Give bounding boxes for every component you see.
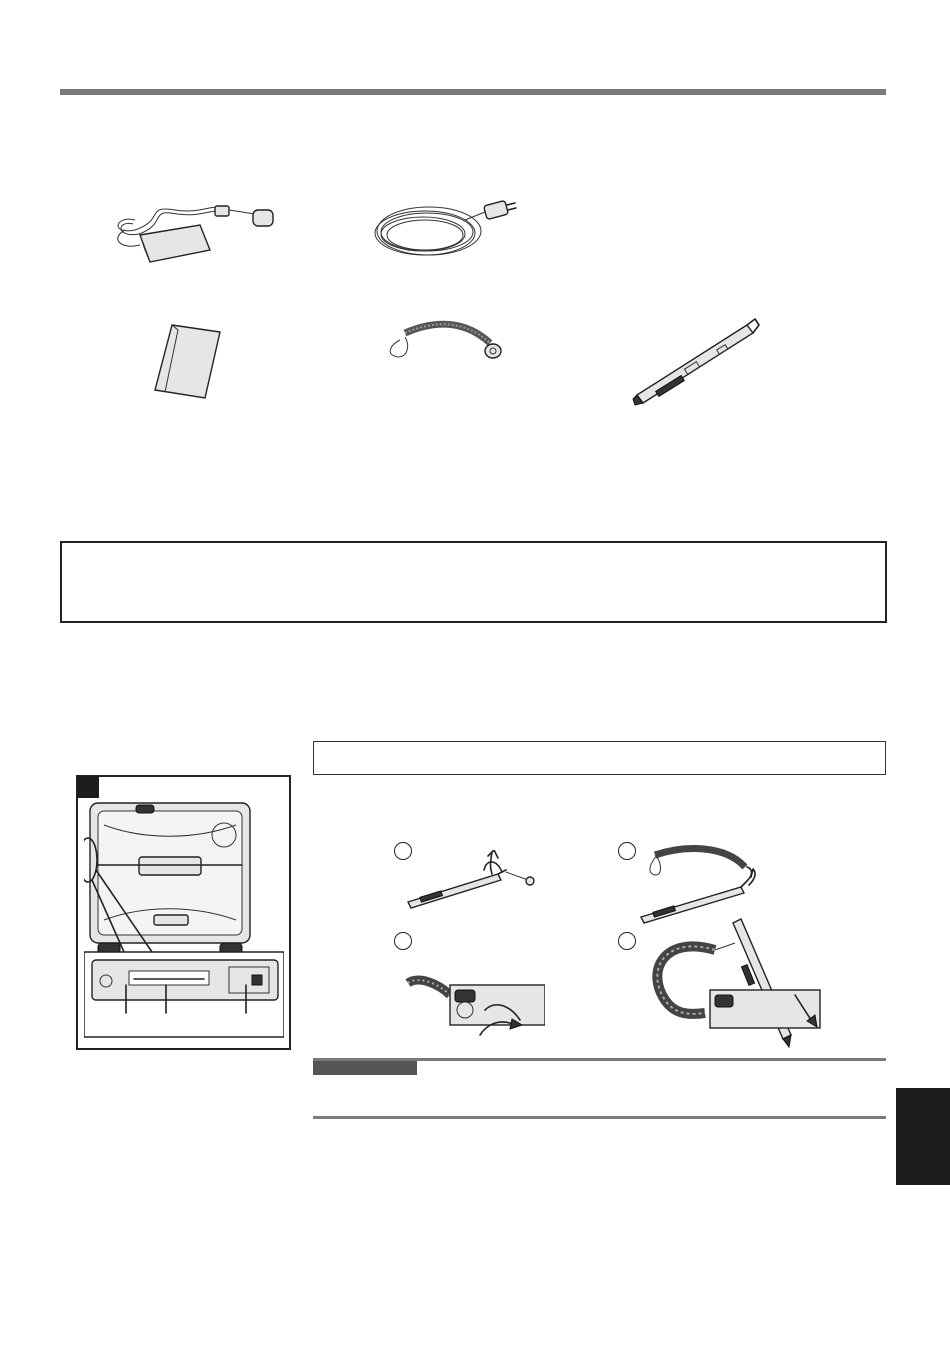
step2-pen-coiled-tether-icon xyxy=(635,845,775,925)
tablet-rear-icon xyxy=(84,795,284,1040)
notice-box xyxy=(60,541,887,623)
step3-attach-tether-icon xyxy=(400,965,545,1040)
ac-cord-icon xyxy=(365,195,525,265)
chapter-side-tab xyxy=(896,1088,950,1185)
tether-icon xyxy=(380,315,510,370)
note-top-rule xyxy=(313,1058,886,1061)
note-header-bar xyxy=(313,1061,417,1075)
section-heading-box xyxy=(313,741,886,775)
step-circle-4 xyxy=(618,932,636,950)
ac-adaptor-icon xyxy=(105,190,280,270)
note-bottom-rule xyxy=(313,1116,886,1119)
top-rule xyxy=(60,89,886,95)
step-circle-3 xyxy=(394,932,412,950)
cloth-icon xyxy=(150,320,230,400)
step4-insert-pen-icon xyxy=(645,915,825,1050)
stylus-icon xyxy=(625,315,765,410)
step-circle-2 xyxy=(618,842,636,860)
step1-pen-tether-icon xyxy=(402,850,542,910)
